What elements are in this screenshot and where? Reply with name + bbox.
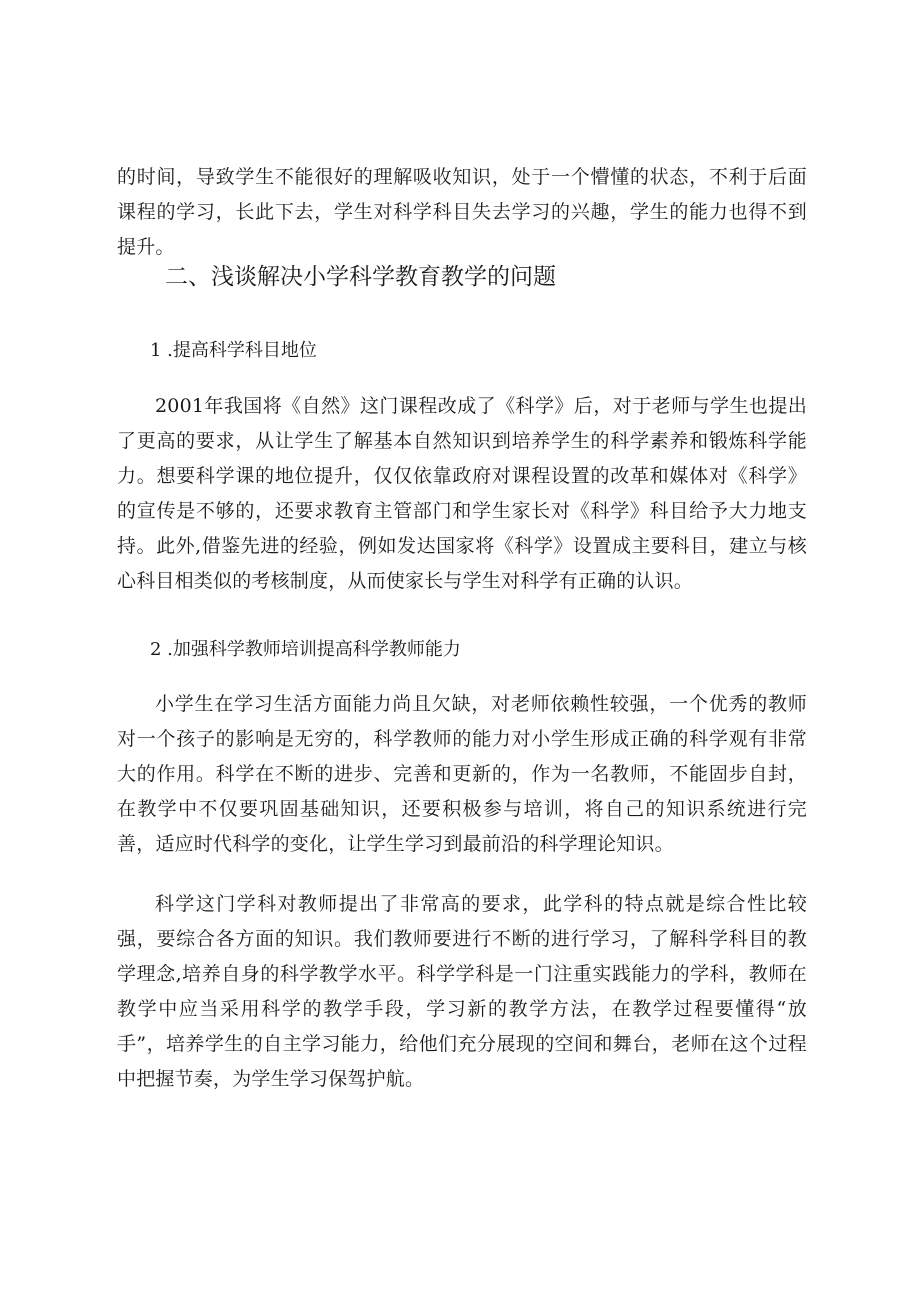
section-heading: 二、浅谈解决小学科学教育教学的问题	[165, 264, 556, 290]
subsection-2-paragraph-2: 科学这门学科对教师提出了非常高的要求，此学科的特点就是综合性比较强，要综合各方面的知识。我们教师要进行不断的进行学习，了解科学科目的教学理念,培养自身的科学教学水平。科学学科是一门注重实践能力的学科，教师在教学中应当采用科学的教学手段，学习新的教学方法，在教学过程要懂得“放手”，培养学生的自主学习能力，给他们充分展现的空间和舞台，老师在这个过程中把握节奏，为学生学习保驾护航。	[117, 893, 807, 1090]
subsection-1-paragraph: 2001年我国将《自然》这门课程改成了《科学》后，对于老师与学生也提出了更高的要求，从让学生了解基本自然知识到培养学生的科学素养和锻炼科学能力。想要科学课的地位提升，仅仅依靠政府对课程设置的改革和媒体对《科学》的宣传是不够的，还要求教育主管部门和学生家长对《科学》科目给予大力地支持。此外,借鉴先进的经验，例如发达国家将《科学》设置成主要科目，建立与核心科目相类似的考核制度，从而使家长与学生对科学有正确的认识。	[117, 395, 807, 592]
subsection-2-paragraph-1: 小学生在学习生活方面能力尚且欠缺，对老师依赖性较强，一个优秀的教师对一个孩子的影响是无穷的，科学教师的能力对小学生形成正确的科学观有非常大的作用。科学在不断的进步、完善和更新的，作为一名教师，不能固步自封，在教学中不仅要巩固基础知识，还要积极参与培训，将自己的知识系统进行完善，适应时代科学的变化，让学生学习到最前沿的科学理论知识。	[117, 693, 807, 855]
subsection-2-title: 2 .加强科学教师培训提高科学教师能力	[150, 639, 461, 660]
continuation-paragraph: 的时间，导致学生不能很好的理解吸收知识，处于一个懵懂的状态，不利于后面课程的学习，长此下去，学生对科学科目失去学习的兴趣，学生的能力也得不到提升。	[117, 166, 807, 258]
subsection-1-title: 1 .提高科学科目地位	[150, 340, 317, 361]
